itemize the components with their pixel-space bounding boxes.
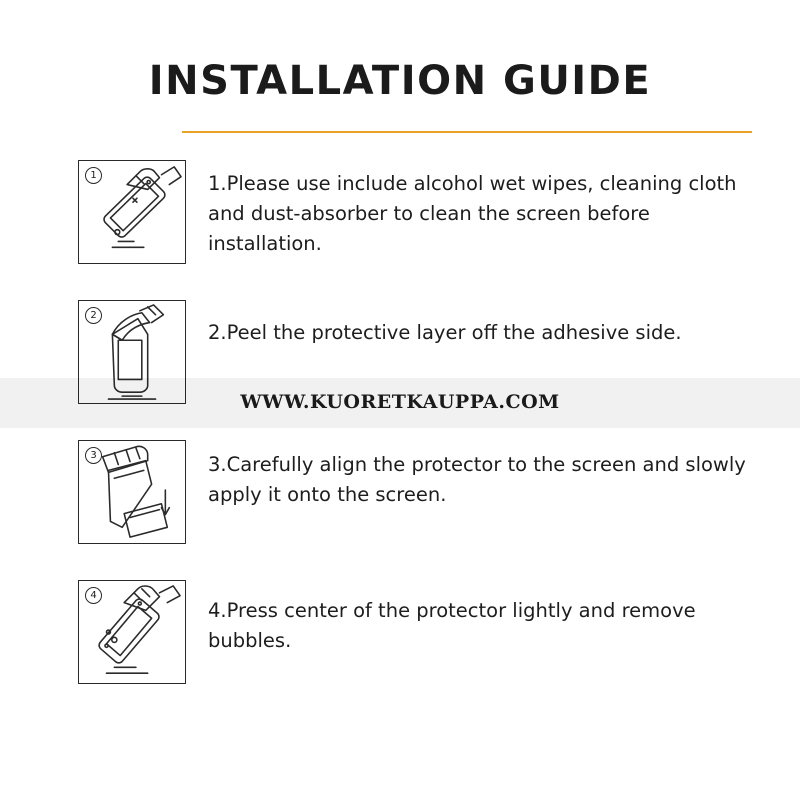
watermark-text: WWW.KUORETKAUPPA.COM xyxy=(240,391,560,413)
step-4-number: 4. xyxy=(208,599,227,622)
step-3-text xyxy=(208,450,768,510)
step-2-text xyxy=(208,318,768,348)
step-2-badge: 2 xyxy=(85,307,102,324)
step-1-body: Please use include alcohol wet wipes, cleaning cloth and dust-absorber to clean the screen before installation. xyxy=(208,172,737,255)
page-title: INSTALLATION GUIDE xyxy=(148,58,652,104)
step-3-illustration xyxy=(78,440,186,544)
aligning-protector-on-phone-icon xyxy=(79,441,185,543)
hand-wiping-phone-screen-icon xyxy=(79,161,185,263)
step-4-illustration xyxy=(78,580,186,684)
step-4-text xyxy=(208,596,768,656)
step-item xyxy=(0,440,800,580)
step-4-badge: 4 xyxy=(85,587,102,604)
step-2-body: Peel the protective layer off the adhesive side. xyxy=(226,321,682,344)
step-3-body: Carefully align the protector to the screen and slowly apply it onto the screen. xyxy=(208,453,746,506)
step-1-number: 1. xyxy=(208,172,227,195)
step-2-number: 2. xyxy=(208,321,227,344)
step-3-badge: 3 xyxy=(85,447,102,464)
title-divider xyxy=(182,131,752,133)
step-item xyxy=(0,580,800,720)
step-4-body: Press center of the protector lightly and remove bubbles. xyxy=(208,599,696,652)
steps-list xyxy=(0,160,800,720)
step-1-badge: 1 xyxy=(85,167,102,184)
step-item xyxy=(0,160,800,300)
pressing-center-of-protector-icon xyxy=(79,581,185,683)
step-1-illustration xyxy=(78,160,186,264)
step-3-number: 3. xyxy=(208,453,227,476)
step-1-text xyxy=(208,169,768,259)
